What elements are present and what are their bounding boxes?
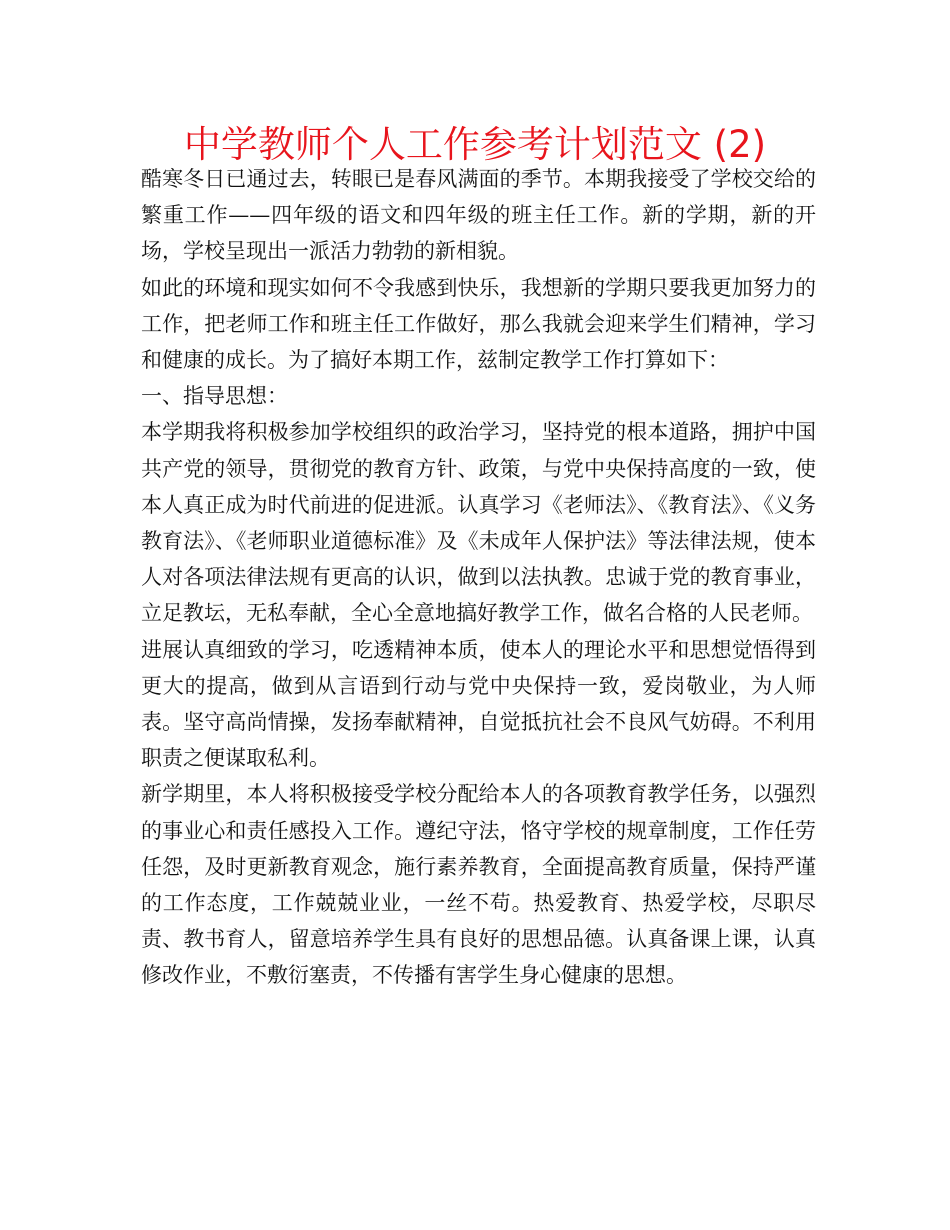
section-heading-guiding-thought: 一、指导思想： — [141, 384, 288, 409]
paragraph-motivation: 如此的环境和现实如何不令我感到快乐，我想新的学期只要我更加努力的工作，把老师工作和班主任工作做好，那么我就会迎来学生们精神，学习和健康的成长。为了搞好本期工作，兹制定教学工作打算如下： — [141, 275, 816, 373]
paragraph-political-study: 本学期我将积极参加学校组织的政治学习，坚持党的根本道路，拥护中国共产党的领导，贯彻党的教育方针、政策，与党中央保持高度的一致，使本人真正成为时代前进的促进派。认真学习《老师法》、《教育法》、《义务教育法》、《老师职业道德标准》及《未成年人保护法》等法律法规，使本人对各项法律法规有更高的认识，做到以法执教。忠诚于党的教育事业，立足教坛，无私奉献，全心全意地搞好教学工作，做名合格的人民老师。 — [141, 420, 816, 626]
document-title: 中学教师个人工作参考计划范文 (2) — [183, 123, 767, 166]
document-body — [141, 161, 816, 994]
paragraph-intro: 酷寒冬日已通过去，转眼已是春风满面的季节。本期我接受了学校交给的繁重工作——四年级的语文和四年级的班主任工作。新的学期，新的开场，学校呈现出一派活力勃勃的新相貌。 — [141, 167, 816, 264]
paragraph-thought-improvement: 进展认真细致的学习，吃透精神本质，使本人的理论水平和思想觉悟得到更大的提高，做到从言语到行动与党中央保持一致，爱岗敬业，为人师表。坚守高尚情操，发扬奉献精神，自觉抵抗社会不良风气妨碍。不利用职责之便谋取私利。 — [141, 637, 816, 771]
paragraph-new-term-duties: 新学期里，本人将积极接受学校分配给本人的各项教育教学任务，以强烈的事业心和责任感投入工作。遵纪守法，恪守学校的规章制度，工作任劳任怨，及时更新教育观念，施行素养教育，全面提高教育质量，保持严谨的工作态度，工作兢兢业业，一丝不苟。热爱教育、热爱学校，尽职尽责、教书育人，留意培养学生具有良好的思想品德。认真备课上课，认真修改作业，不敷衍塞责，不传播有害学生身心健康的思想。 — [141, 782, 816, 988]
